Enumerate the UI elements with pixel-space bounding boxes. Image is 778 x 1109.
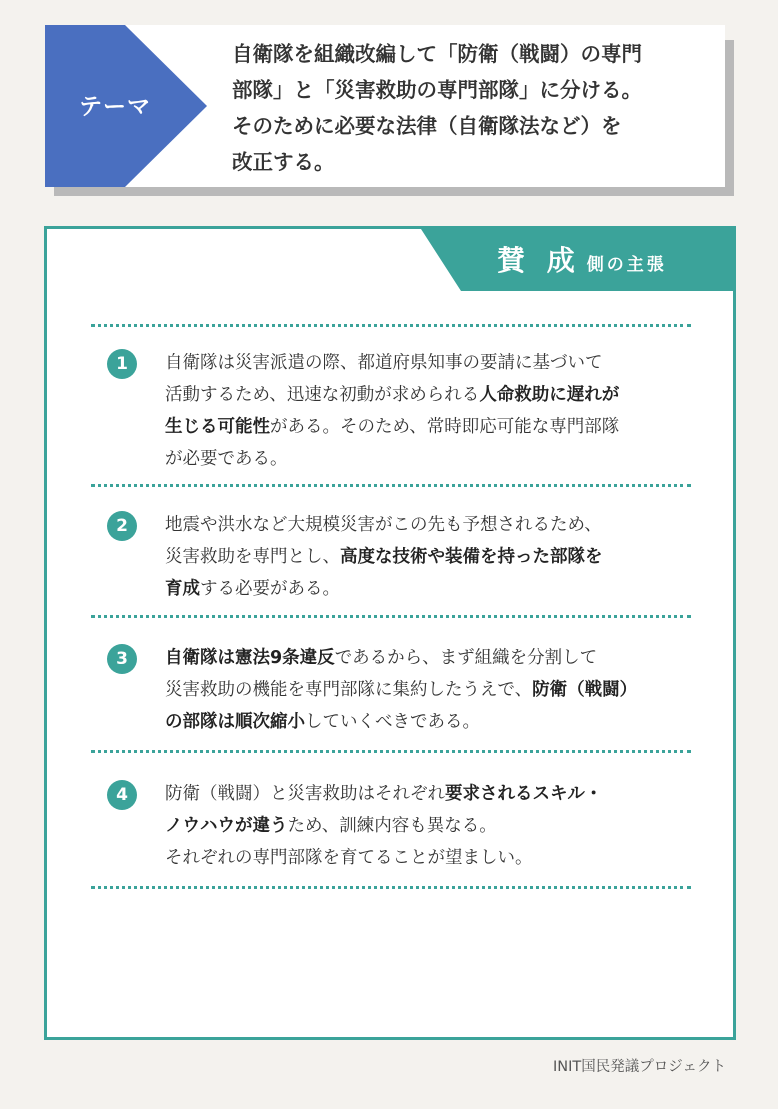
argument-number-badge: 4 (107, 780, 137, 810)
dotted-divider (91, 324, 691, 327)
argument-segment: がある。そのため、常時即応可能な専門部隊 が必要である。 (165, 417, 620, 469)
argument-number-badge: 3 (107, 644, 137, 674)
argument-segment: する必要がある。 (200, 579, 340, 599)
argument-emphasis: 高度な技術や装備を持った部隊を 育成 (165, 547, 603, 599)
argument-text (165, 347, 705, 475)
theme-label-text: テーマ (79, 94, 151, 120)
argument-emphasis: 人命救助に遅れが 生じる可能性 (165, 385, 620, 437)
tab-title-small: 側の主張 (586, 255, 667, 275)
argument-segment: 地震や洪水など大規模災害がこの先も予想されるため、 災害救助を専門とし、 (165, 515, 602, 567)
argument-segment: ため、訓練内容も異なる。 それぞれの専門部隊を育てることが望ましい。 (165, 816, 533, 868)
argument-segment: であるから、まず組織を分割して 災害救助の機能を専門部隊に集約したうえで、 (165, 648, 598, 700)
argument-number-badge: 1 (107, 349, 137, 379)
argument-text (165, 778, 705, 874)
dotted-divider (91, 615, 691, 618)
theme-label (45, 25, 207, 187)
dotted-divider (91, 484, 691, 487)
card-tab-title (497, 239, 667, 279)
argument-emphasis: 要求されるスキル・ ノウハウが違う (165, 784, 603, 836)
card-tab (421, 229, 733, 291)
argument-segment: していくべきである。 (305, 712, 480, 732)
dotted-divider (91, 886, 691, 889)
pro-arguments-card (44, 226, 736, 1040)
argument-number-badge: 2 (107, 511, 137, 541)
argument-emphasis: 自衛隊は憲法9条違反 (165, 648, 335, 668)
theme-text: 自衛隊を組織改編して「防衛（戦闘）の専門 部隊」と「災害救助の専門部隊」に分ける。 そのために必要な法律（自衛隊法など）を 改正する。 (232, 42, 642, 174)
argument-segment: 防衛（戦闘）と災害救助はそれぞれ (165, 784, 445, 804)
dotted-divider (91, 750, 691, 753)
argument-segment: 自衛隊は災害派遣の際、都道府県知事の要請に基づいて 活動するため、迅速な初動が求められる (165, 353, 603, 405)
argument-emphasis: 防衛（戦闘） の部隊は順次縮小 (165, 680, 638, 732)
tab-title-strong: 賛 成 (497, 244, 581, 277)
footer-credit: INIT国民発議プロジェクト (553, 1059, 726, 1075)
argument-text (165, 509, 705, 605)
argument-text (165, 642, 705, 738)
